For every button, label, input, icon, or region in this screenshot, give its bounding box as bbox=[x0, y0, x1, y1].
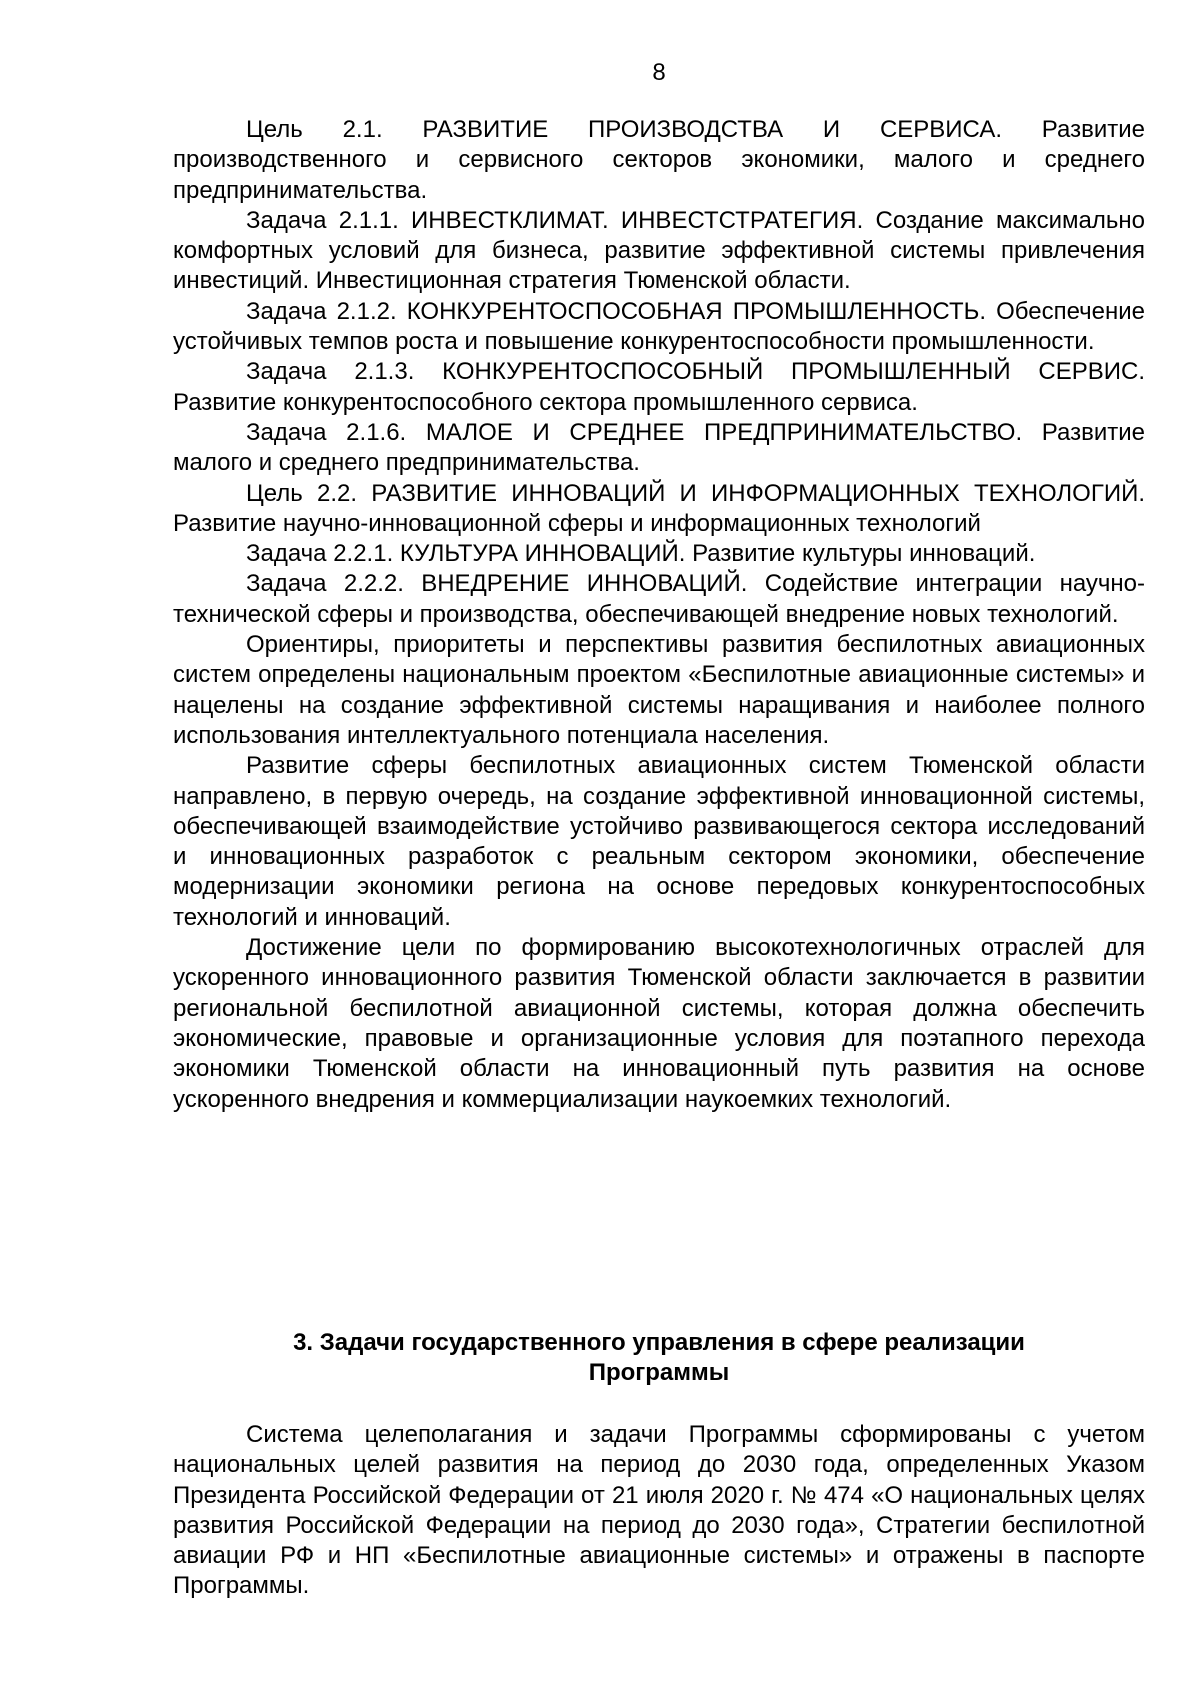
goal-2-2-paragraph: Цель 2.2. РАЗВИТИЕ ИННОВАЦИЙ И ИНФОРМАЦИОННЫХ ТЕХНОЛОГИЙ. Развитие научно-инновационной сферы и информационных технологий bbox=[173, 479, 1145, 537]
task-2-1-6-paragraph: Задача 2.1.6. МАЛОЕ И СРЕДНЕЕ ПРЕДПРИНИМАТЕЛЬСТВО. Развитие малого и среднего предпринимательства. bbox=[173, 418, 1145, 477]
task-2-1-3-paragraph: Задача 2.1.3. КОНКУРЕНТОСПОСОБНЫЙ ПРОМЫШЛЕННЫЙ СЕРВИС. Развитие конкурентоспособного сектора промышленного сервиса. bbox=[173, 358, 1145, 416]
section-heading-line-2: Программы bbox=[588, 1359, 730, 1387]
section-paragraph: Система целеполагания и задачи Программы сформированы с учетом национальных целей развития на период до 2030 года, определенных Указом Президента Российской Федерации от 21 июля 2020 г. № 474 «О национальных целях развития Российской Федерации на период до 2030 года», Стратегии беспилотной авиации РФ и НП «Беспилотные авиационные системы» и отражены в паспорте Программы. bbox=[173, 1421, 1145, 1600]
page-number: 8 bbox=[652, 59, 666, 86]
goal-2-1-paragraph: Цель 2.1. РАЗВИТИЕ ПРОИЗВОДСТВА И СЕРВИСА. Развитие производственного и сервисного секторов экономики, малого и среднего предпринимательства. bbox=[173, 116, 1145, 204]
task-2-1-2-paragraph: Задача 2.1.2. КОНКУРЕНТОСПОСОБНАЯ ПРОМЫШЛЕННОСТЬ. Обеспечение устойчивых темпов роста и повышение конкурентоспособности промышленности. bbox=[173, 297, 1145, 356]
task-2-2-2-paragraph: Задача 2.2.2. ВНЕДРЕНИЕ ИННОВАЦИЙ. Содействие интеграции научно-технической сферы и производства, обеспечивающей внедрение новых технологий. bbox=[173, 570, 1145, 628]
task-2-1-1-paragraph: Задача 2.1.1. ИНВЕСТКЛИМАТ. ИНВЕСТСТРАТЕГИЯ. Создание максимально комфортных условий для бизнеса, развитие эффективной системы привлечения инвестиций. Инвестиционная стратегия Тюменской области. bbox=[173, 206, 1145, 295]
task-2-2-1-paragraph: Задача 2.2.1. КУЛЬТУРА ИННОВАЦИЙ. Развитие культуры инноваций. bbox=[246, 540, 1036, 568]
section-heading-line-1: 3. Задачи государственного управления в сфере реализации bbox=[293, 1329, 1025, 1356]
section-body bbox=[173, 1420, 1145, 1602]
uas-development-paragraph: Развитие сферы беспилотных авиационных систем Тюменской области направлено, в первую очередь, на создание эффективной инновационной системы, обеспечивающей взаимодействие устойчиво развивающегося сектора исследований и инновационных разработок с реальным сектором экономики, обеспечение модернизации экономики региона на основе передовых конкурентоспособных технологий и инноваций. bbox=[173, 752, 1145, 931]
body-text bbox=[173, 115, 1145, 1115]
goal-achievement-paragraph: Достижение цели по формированию высокотехнологичных отраслей для ускоренного инновационного развития Тюменской области заключается в развитии региональной беспилотной авиационной системы, которая должна обеспечить экономические, правовые и организационные условия для поэтапного перехода экономики Тюменской области на инновационный путь развития на основе ускоренного внедрения и коммерциализации наукоемких технологий. bbox=[173, 934, 1145, 1113]
uas-guidelines-paragraph: Ориентиры, приоритеты и перспективы развития беспилотных авиационных систем определены национальным проектом «Беспилотные авиационные системы» и нацелены на создание эффективной системы наращивания и наиболее полного использования интеллектуального потенциала населения. bbox=[173, 631, 1145, 749]
section-heading bbox=[173, 1328, 1145, 1389]
